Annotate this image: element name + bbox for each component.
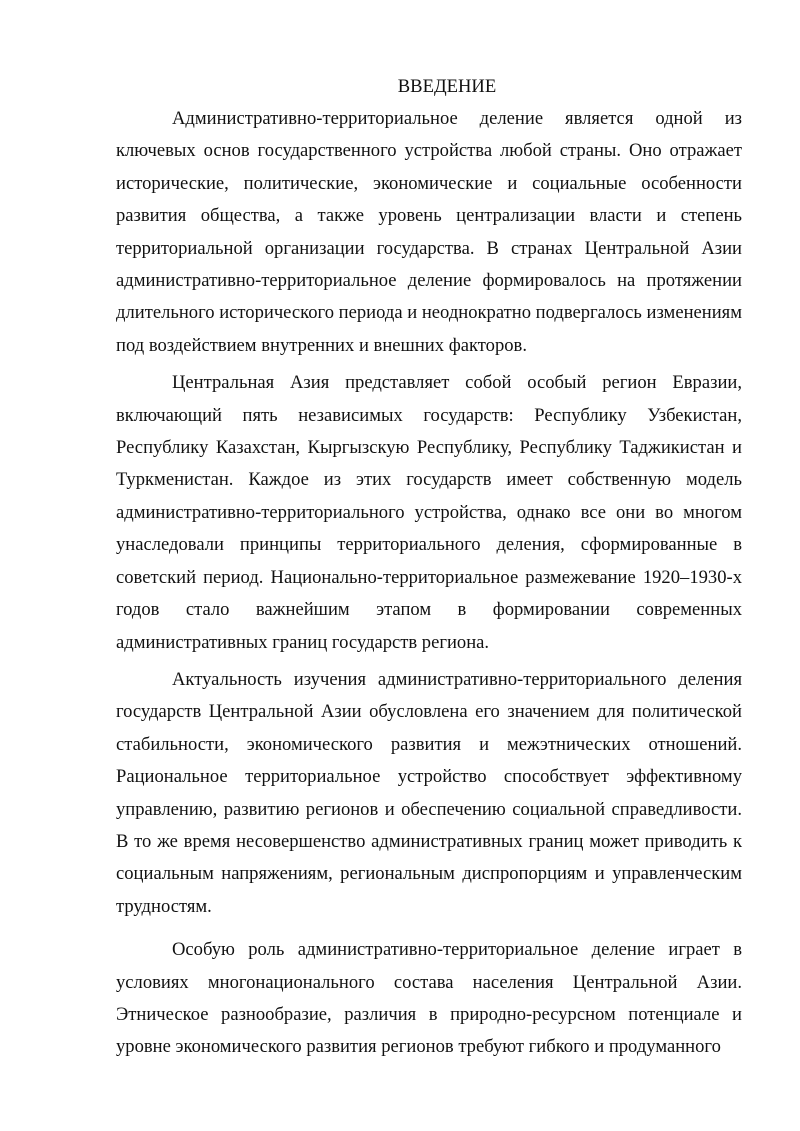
paragraph-3: Актуальность изучения административно-территориального деления государств Центральной Азии обусловлена его значением для политической стабильности, экономического развития и межэтнических отношений. Рациональное территориальное устройство способствует эффективному управлению, развитию регионов и обеспечению социальной справедливости. В то же время несовершенство административных границ может приводить к социальным напряжениям, региональным диспропорциям и управленческим трудностям. xyxy=(116,668,742,917)
document-title: ВВЕДЕНИЕ xyxy=(397,76,497,97)
document-page xyxy=(116,76,742,1064)
paragraph-1: Административно-территориальное деление является одной из ключевых основ государственного устройства любой страны. Оно отражает исторические, политические, экономические и социальные особенности развития общества, а также уровень централизации власти и степень территориальной организации государства. В странах Центральной Азии административно-территориальное деление формировалось на протяжении длительного исторического периода и неоднократно подвергалось изменениям под воздействием внутренних и внешних факторов. xyxy=(116,108,742,356)
paragraph-4: Особую роль административно-территориальное деление играет в условиях многонационального состава населения Центральной Азии. Этническое разнообразие, различия в природно-ресурсном потенциале и уровне экономического развития регионов требуют гибкого и продуманного xyxy=(116,939,742,1058)
paragraph-2: Центральная Азия представляет собой особый регион Евразии, включающий пять независимых государств: Республику Узбекистан, Республику Казахстан, Кыргызскую Республику, Республику Таджикистан и Туркменистан. Каждое из этих государств имеет собственную модель административно-территориального устройства, однако все они во многом унаследовали принципы территориального деления, сформированные в советский период. Национально-территориальное размежевание 1920–1930-х годов стало важнейшим этапом в формировании современных административных границ государств региона. xyxy=(116,372,742,653)
